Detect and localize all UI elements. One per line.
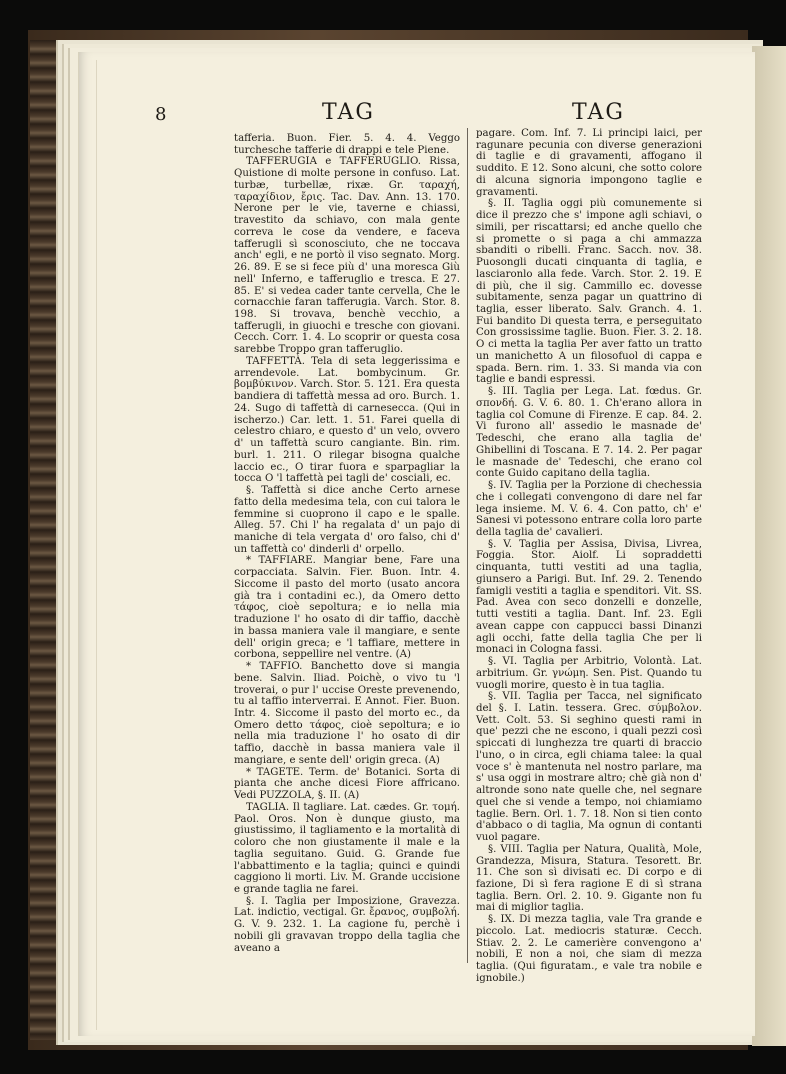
facing-page-edge [752, 46, 786, 1046]
entry-paragraph: §. Taffettà si dice anche Certo arnese fatto della medesima tela, con cui talora le femmine si cuoprono il capo e le spalle. Alleg. 57. Chi l' ha regalata d' un pajo di maniche di tela vergata d' oro falso, chi d' un taffettà co' dinderli d' orpello. [234, 485, 460, 555]
right-column [476, 128, 702, 985]
left-column [234, 133, 460, 954]
entry-paragraph: §. IV. Taglia per la Porzione di chechessia che i collegati convengono di dare nel far lega insieme. M. V. 6. 4. Con patto, ch' e' Sanesi vi potessono entrare colla loro parte della taglia de' cavalieri. [476, 480, 702, 538]
entry-paragraph: TAFFERUGIA e TAFFERUGLIO. Rissa, Quistione di molte persone in confuso. Lat. turbæ, turbellæ, rixæ. Gr. ταραχή, ταραχίδιον, ἔρις. Tac. Dav. Ann. 13. 170. Nerone per le vie, taverne e chiassi, travestito da schiavo, con mala gente correva le cose da vendere, e faceva tafferugli sì sconosciuto, che ne toccava anch' egli, e ne portò il viso segnato. Morg. 26. 89. E se si fece più d' una moresca Giù nell' Inferno, e tafferuglio e tresca. E 27. 85. E' si vedea cader tante cervella, Che le cornacchie faran tafferugia. Varch. Stor. 8. 198. Si trovava, benchè vecchio, a tafferugli, in giuochi e tresche con giovani. Cecch. Corr. 1. 4. Lo scoprir or questa cosa sarebbe Troppo gran tafferuglio. [234, 156, 460, 356]
entry-paragraph: §. I. Taglia per Imposizione, Gravezza. Lat. indictio, vectigal. Gr. ἔρανος, συμβολή. G. V. 9. 232. 1. La cagione fu, perchè i nobili gli gravavan troppo della taglia che aveano a [234, 895, 460, 954]
entry-paragraph: * TAFFIO. Banchetto dove si mangia bene. Salvin. Iliad. Poichè, o vivo tu 'l troverai, o pur l' uccise Oreste prevenendo, tu al taffio interverrai. E Annot. Fier. Buon. Intr. 4. Siccome il pasto del morto ec., da Omero detto τάφος, cioè sepoltura; e io nella mia traduzione l' ho osato di dir taffio, dacchè in bassa maniera vale il mangiare, e sente dell' origin greca. (A) [234, 661, 460, 766]
entry-paragraph: tafferia. Buon. Fier. 5. 4. 4. Veggo turchesche tafferie di drappi e tele Piene. [234, 133, 460, 156]
running-head-right: TAG [572, 100, 625, 125]
entry-paragraph: §. VIII. Taglia per Natura, Qualità, Mole, Grandezza, Misura, Statura. Tesorett. Br. 11. Che son sì divisati ec. Di corpo e di fazione, Di sì fera ragione E di sì strana taglia. Bern. Orl. 2. 10. 9. Gigante non fu mai di miglior taglia. [476, 843, 702, 914]
entry-paragraph: §. IX. Di mezza taglia, vale Tra grande e piccolo. Lat. mediocris staturæ. Cecch. Stiav. 2. 2. Le camerière convengono a' nobili, E non a noi, che siam di mezza taglia. (Qui figuratam., e vale tra nobile e ignobile.) [476, 914, 702, 984]
page-number: 8 [155, 104, 167, 125]
entry-paragraph: §. II. Taglia oggi più comunemente si dice il prezzo che s' impone agli schiavi, o simili, per riscattarsi; ed anche quello che si promette o si paga a chi ammazza sbanditi o ribelli. Franc. Sacch. nov. 38. Puosongli ducati cinquanta di taglia, e lasciaronlo alla fede. Varch. Stor. 2. 19. E di più, che il sig. Cammillo ec. dovesse subitamente, senza pagar un quattrino di taglia, esser liberato. Salv. Granch. 4. 1. Fui bandito Di questa terra, e perseguitato Con grossissime taglie. Buon. Fier. 3. 2. 18. O ci metta la taglia Per aver fatto un tratto un manichetto A un filosofuol di cappa e spada. Bern. rim. 1. 33. Si manda via con taglie e bandi espressi. [476, 198, 702, 386]
gutter-line [96, 60, 97, 1030]
entry-paragraph: §. VII. Taglia per Tacca, nel significato del §. I. Latin. tessera. Grec. σύμβολον. Vett. Colt. 53. Si seghino questi rami in que' pezzi che ne escono, i quali pezzi così spiccati di lunghezza tre quarti di braccio l'uno, o in circa, egli chiama talee: la qual voce s' è mantenuta nel nostro parlare, ma s' usa oggi in mostrare altro; chè già non d' altronde sono nate quelle che, nel segnare quel che si vende a tempo, noi chiamiamo taglie. Bern. Orl. 1. 7. 18. Non si tien conto d'abbaco o di taglia, Ma ognun di contanti vuol pagare. [476, 691, 702, 844]
entry-paragraph: TAGLIA. Il tagliare. Lat. cædes. Gr. τομή. Paol. Oros. Non è dunque giusto, ma giustissimo, il tagliamento e la mortalità di coloro che non giustamente il male e la taglia seguitano. Guid. G. Grande fue l'abbattimento e la taglia; quinci e quindi caggiono li morti. Liv. M. Grande uccisione e grande taglia ne farei. [234, 801, 460, 895]
entry-paragraph: §. V. Taglia per Assisa, Divisa, Livrea, Foggia. Stor. Aiolf. Li sopraddetti cinquanta, tutti vestiti ad una taglia, giunsero a Parigi. But. Inf. 29. 2. Tenendo famigli vestiti a taglia e spenditori. Vit. SS. Pad. Avea con seco donzelli e donzelle, tutti vestiti a taglia. Dant. Inf. 23. Egli avean cappe con cappucci bassi Dinanzi agli occhi, fatte della taglia Che per li monaci in Cologna fassi. [476, 538, 702, 656]
entry-paragraph: pagare. Com. Inf. 7. Li principi laici, per ragunare pecunia con diverse generazioni di taglie e di gravamenti, affogano il suddito. E 12. Sono alcuni, che sotto colore di alcuna signoria impongono taglie e gravamenti. [476, 128, 702, 198]
entry-paragraph: * TAGETE. Term. de' Botanici. Sorta di pianta che anche dicesi Fiore affricano. Vedi PUZZOLA, §. II. (A) [234, 766, 460, 802]
entry-paragraph: * TAFFIARE. Mangiar bene, Fare una corpacciata. Salvin. Fier. Buon. Intr. 4. Siccome il pasto del morto (usato ancora già tra i contadini ec.), da Omero detto τάφος, cioè sepoltura; e io nella mia traduzione l' ho osato di dir taffio, dacchè in bassa maniera vale il mangiare, e sente dell' origin greca; e 'l taffiare, mettere in corbona, seppellire nel ventre. (A) [234, 555, 460, 661]
entry-paragraph: §. VI. Taglia per Arbitrio, Volontà. Lat. arbitrium. Gr. γνώμη. Sen. Pist. Quando tu vuogli morire, questo è in tua taglia. [476, 656, 702, 691]
entry-paragraph: §. III. Taglia per Lega. Lat. fœdus. Gr. σπονδή. G. V. 6. 80. 1. Ch'erano allora in taglia col Comune di Firenze. E cap. 84. 2. Vi furono all' assedio le masnade de' Tedeschi, che erano alla taglia de' Ghibellini di Toscana. E 7. 14. 2. Per pagar le masnade de' Tedeschi, che erano col conte Guido capitano della taglia. [476, 386, 702, 480]
entry-paragraph: TAFFETTÀ. Tela di seta leggerissima e arrendevole. Lat. bombycinum. Gr. βομβύκινον. Varch. Stor. 5. 121. Era questa bandiera di taffettà messa ad oro. Burch. 1. 24. Sugo di taffettà di carnesecca. (Qui in ischerzo.) Car. lett. 1. 51. Farei quella di celestro chiaro, e questo d' un velo, ovvero d' un taffettà scuro cangiante. Bin. rim. burl. 1. 211. O rilegar bisogna qualche laccio ec., O tirar fuora e sparpagliar la tocca O 'l taffettà pei tagli de' cosciali, ec. [234, 355, 460, 485]
running-head-left: TAG [322, 100, 375, 125]
column-divider [467, 128, 468, 963]
